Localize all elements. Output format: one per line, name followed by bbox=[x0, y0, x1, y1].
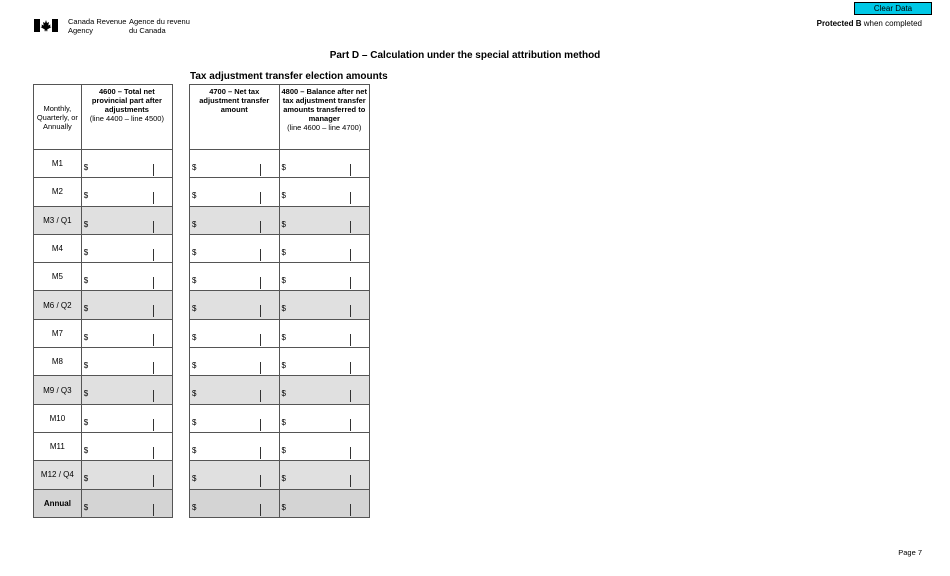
agency-name-en bbox=[68, 18, 126, 35]
period-label: M12 / Q4 bbox=[34, 461, 82, 489]
col-4800-title: 4800 – Balance after net tax adjustment transfer amounts transferred to manager bbox=[281, 87, 367, 123]
dollar-sign: $ bbox=[281, 389, 286, 399]
protected-note: when completed bbox=[861, 19, 922, 28]
dollar-sign: $ bbox=[192, 445, 197, 455]
period-label: M9 / Q3 bbox=[34, 376, 82, 404]
dollar-sign: $ bbox=[83, 361, 89, 371]
period-label: M4 bbox=[34, 234, 82, 262]
dollar-sign: $ bbox=[281, 191, 286, 201]
part-title-text: Part D – Calculation under the special attribution method bbox=[329, 50, 601, 61]
input-4700[interactable] bbox=[190, 178, 280, 206]
dollar-sign: $ bbox=[192, 417, 197, 427]
table-row bbox=[34, 206, 173, 234]
dollar-sign: $ bbox=[192, 304, 197, 314]
cents-divider bbox=[260, 305, 261, 317]
input-4800[interactable] bbox=[279, 348, 370, 376]
dollar-sign: $ bbox=[281, 445, 286, 455]
dollar-sign: $ bbox=[83, 163, 89, 172]
input-4600[interactable] bbox=[81, 150, 172, 178]
cents-divider bbox=[260, 447, 261, 459]
input-4700[interactable] bbox=[190, 206, 280, 234]
input-4600[interactable] bbox=[81, 263, 172, 291]
cents-divider bbox=[260, 419, 261, 431]
input-4800[interactable] bbox=[279, 178, 370, 206]
cents-divider bbox=[350, 277, 351, 289]
agency-name-fr bbox=[129, 18, 190, 35]
table-row bbox=[190, 319, 370, 347]
col-4600-title: 4600 – Total net provincial part after adjustments bbox=[91, 87, 162, 114]
dollar-sign: $ bbox=[192, 163, 197, 172]
table-row bbox=[34, 263, 173, 291]
protected-status bbox=[817, 19, 922, 28]
dollar-sign: $ bbox=[281, 474, 286, 484]
input-4600[interactable] bbox=[81, 489, 172, 517]
input-4600[interactable] bbox=[81, 234, 172, 262]
period-label: M10 bbox=[34, 404, 82, 432]
dollar-sign: $ bbox=[281, 163, 286, 172]
cents-divider bbox=[350, 164, 351, 176]
agency-en-line1: Canada Revenue bbox=[68, 17, 127, 26]
table-row bbox=[190, 263, 370, 291]
table-row bbox=[190, 178, 370, 206]
input-4700[interactable] bbox=[190, 150, 280, 178]
col-4800-header bbox=[279, 85, 370, 150]
input-4600[interactable] bbox=[81, 376, 172, 404]
input-4800[interactable] bbox=[279, 206, 370, 234]
cents-divider bbox=[350, 305, 351, 317]
col-4800-note: (line 4600 – line 4700) bbox=[287, 123, 362, 132]
cents-divider bbox=[260, 504, 261, 516]
cents-divider bbox=[260, 362, 261, 374]
dollar-sign: $ bbox=[83, 304, 89, 314]
input-4700[interactable] bbox=[190, 489, 280, 517]
dollar-sign: $ bbox=[281, 417, 286, 427]
cents-divider bbox=[350, 504, 351, 516]
dollar-sign: $ bbox=[83, 219, 89, 229]
table-row bbox=[190, 376, 370, 404]
table-row bbox=[190, 461, 370, 489]
dollar-sign: $ bbox=[192, 389, 197, 399]
cents-divider bbox=[153, 164, 154, 176]
input-4700[interactable] bbox=[190, 432, 280, 460]
table-row bbox=[190, 489, 370, 517]
dollar-sign: $ bbox=[192, 332, 197, 342]
cents-divider bbox=[260, 277, 261, 289]
col-4600-header bbox=[81, 85, 172, 150]
period-label: M7 bbox=[34, 319, 82, 347]
table-row bbox=[190, 234, 370, 262]
input-4700[interactable] bbox=[190, 291, 280, 319]
period-label: M11 bbox=[34, 432, 82, 460]
input-4600[interactable] bbox=[81, 348, 172, 376]
cents-divider bbox=[153, 277, 154, 289]
input-4800[interactable] bbox=[279, 489, 370, 517]
table-row bbox=[34, 432, 173, 460]
dollar-sign: $ bbox=[281, 332, 286, 342]
table-row bbox=[190, 432, 370, 460]
cents-divider bbox=[153, 249, 154, 261]
table-row bbox=[34, 150, 173, 178]
table-period-4600 bbox=[33, 84, 173, 518]
agency-fr-line2: du Canada bbox=[129, 25, 166, 35]
dollar-sign: $ bbox=[281, 247, 286, 257]
cents-divider bbox=[260, 334, 261, 346]
table-row bbox=[190, 206, 370, 234]
dollar-sign: $ bbox=[83, 502, 89, 512]
input-4600[interactable] bbox=[81, 461, 172, 489]
cents-divider bbox=[153, 221, 154, 233]
table-row bbox=[34, 291, 173, 319]
dollar-sign: $ bbox=[192, 219, 197, 229]
cents-divider bbox=[153, 334, 154, 346]
input-4800[interactable] bbox=[279, 432, 370, 460]
cents-divider bbox=[350, 221, 351, 233]
period-label: M1 bbox=[34, 150, 82, 178]
table-row bbox=[190, 291, 370, 319]
input-4700[interactable] bbox=[190, 263, 280, 291]
dollar-sign: $ bbox=[83, 445, 89, 455]
cents-divider bbox=[350, 447, 351, 459]
input-4800[interactable] bbox=[279, 404, 370, 432]
period-label: Annual bbox=[34, 489, 82, 517]
input-4700[interactable] bbox=[190, 348, 280, 376]
cents-divider bbox=[260, 164, 261, 176]
cents-divider bbox=[153, 362, 154, 374]
agency-en-line2: Agency bbox=[68, 25, 94, 35]
dollar-sign: $ bbox=[83, 247, 89, 257]
input-4700[interactable] bbox=[190, 404, 280, 432]
dollar-sign: $ bbox=[281, 219, 286, 229]
input-4700[interactable] bbox=[190, 461, 280, 489]
dollar-sign: $ bbox=[83, 332, 89, 342]
cents-divider bbox=[260, 249, 261, 261]
table-4700-4800 bbox=[189, 84, 370, 518]
cents-divider bbox=[260, 221, 261, 233]
dollar-sign: $ bbox=[192, 502, 197, 512]
tax-adjustment-title: Tax adjustment transfer election amounts bbox=[190, 71, 388, 82]
period-header bbox=[34, 85, 82, 150]
dollar-sign: $ bbox=[83, 417, 89, 427]
input-4600[interactable] bbox=[81, 178, 172, 206]
table-row bbox=[34, 404, 173, 432]
dollar-sign: $ bbox=[192, 247, 197, 257]
input-4600[interactable] bbox=[81, 319, 172, 347]
cents-divider bbox=[350, 362, 351, 374]
input-4800[interactable] bbox=[279, 263, 370, 291]
cents-divider bbox=[153, 192, 154, 204]
cents-divider bbox=[350, 334, 351, 346]
dollar-sign: $ bbox=[192, 276, 197, 286]
table-row bbox=[34, 376, 173, 404]
page-number: Page 7 bbox=[898, 548, 922, 557]
col-4700-title: 4700 – Net tax adjustment transfer amount bbox=[199, 87, 270, 114]
dollar-sign: $ bbox=[192, 191, 197, 201]
input-4600[interactable] bbox=[81, 206, 172, 234]
dollar-sign: $ bbox=[83, 276, 89, 286]
input-4700[interactable] bbox=[190, 234, 280, 262]
cents-divider bbox=[153, 419, 154, 431]
period-label: M3 / Q1 bbox=[34, 206, 82, 234]
agency-fr-line1: Agence du revenu bbox=[129, 17, 190, 26]
dollar-sign: $ bbox=[83, 191, 89, 201]
input-4800[interactable] bbox=[279, 319, 370, 347]
period-label: M2 bbox=[34, 178, 82, 206]
period-header-text: Monthly, Quarterly, or Annually bbox=[36, 103, 78, 131]
dollar-sign: $ bbox=[83, 474, 89, 484]
dollar-sign: $ bbox=[83, 389, 89, 399]
part-title bbox=[0, 50, 930, 61]
cents-divider bbox=[350, 192, 351, 204]
input-4800[interactable] bbox=[279, 291, 370, 319]
input-4800[interactable] bbox=[279, 234, 370, 262]
input-4600[interactable] bbox=[81, 404, 172, 432]
dollar-sign: $ bbox=[281, 502, 286, 512]
table-row bbox=[190, 404, 370, 432]
clear-data-button[interactable]: Clear Data bbox=[854, 2, 932, 15]
table-row bbox=[34, 489, 173, 517]
cents-divider bbox=[350, 419, 351, 431]
input-4800[interactable] bbox=[279, 376, 370, 404]
period-label: M8 bbox=[34, 348, 82, 376]
dollar-sign: $ bbox=[192, 474, 197, 484]
period-label: M5 bbox=[34, 263, 82, 291]
col-4700-header bbox=[190, 85, 280, 150]
cents-divider bbox=[260, 475, 261, 487]
protected-label: Protected B bbox=[816, 19, 862, 28]
dollar-sign: $ bbox=[281, 304, 286, 314]
dollar-sign: $ bbox=[281, 361, 286, 371]
cents-divider bbox=[153, 390, 154, 402]
input-4700[interactable] bbox=[190, 376, 280, 404]
canada-flag-icon bbox=[34, 19, 58, 32]
cents-divider bbox=[153, 305, 154, 317]
table-row bbox=[190, 150, 370, 178]
cents-divider bbox=[350, 390, 351, 402]
period-label: M6 / Q2 bbox=[34, 291, 82, 319]
input-4700[interactable] bbox=[190, 319, 280, 347]
input-4800[interactable] bbox=[279, 150, 370, 178]
input-4800[interactable] bbox=[279, 461, 370, 489]
table-row bbox=[34, 234, 173, 262]
input-4600[interactable] bbox=[81, 432, 172, 460]
cents-divider bbox=[260, 390, 261, 402]
input-4600[interactable] bbox=[81, 291, 172, 319]
table-row bbox=[34, 461, 173, 489]
cents-divider bbox=[350, 475, 351, 487]
cents-divider bbox=[350, 249, 351, 261]
cents-divider bbox=[153, 447, 154, 459]
table-row bbox=[34, 319, 173, 347]
table-row bbox=[34, 348, 173, 376]
table-row bbox=[34, 178, 173, 206]
dollar-sign: $ bbox=[281, 276, 286, 286]
cents-divider bbox=[153, 504, 154, 516]
table-row bbox=[190, 348, 370, 376]
dollar-sign: $ bbox=[192, 361, 197, 371]
col-4600-note: (line 4400 – line 4500) bbox=[89, 114, 164, 123]
cents-divider bbox=[260, 192, 261, 204]
cents-divider bbox=[153, 475, 154, 487]
